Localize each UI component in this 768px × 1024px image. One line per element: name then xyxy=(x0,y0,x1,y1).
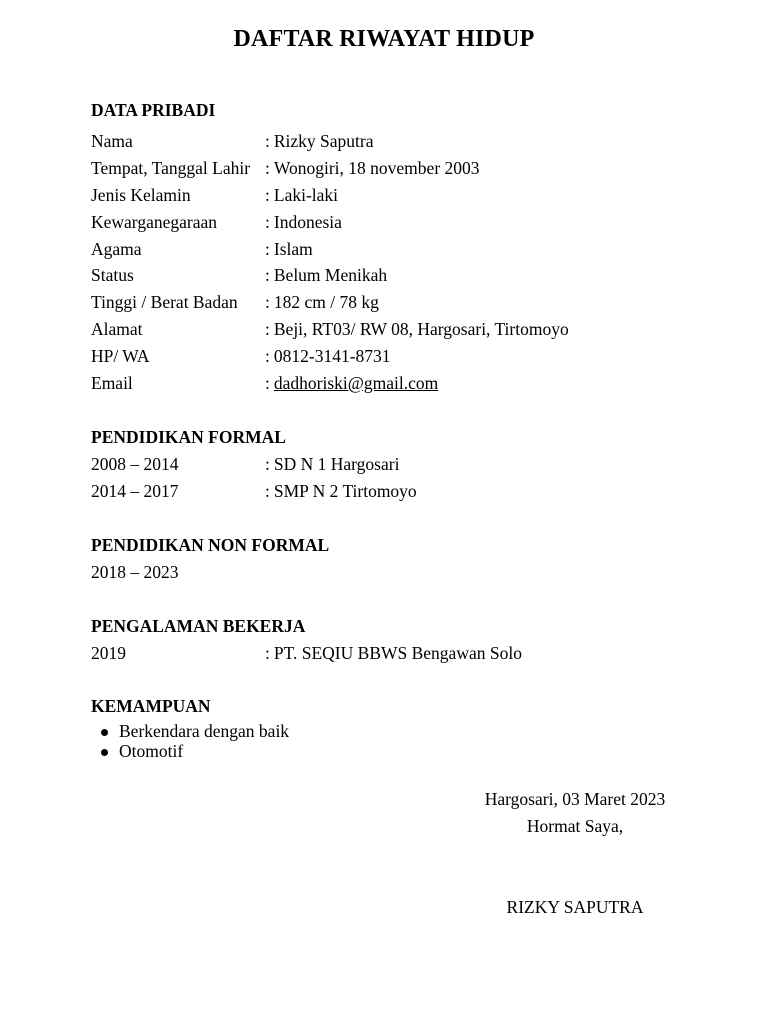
row-label: Agama xyxy=(91,239,142,259)
bullet-icon xyxy=(101,749,108,756)
row-label: Alamat xyxy=(91,319,143,339)
skill-text: Berkendara dengan baik xyxy=(119,721,290,741)
signature-closing: Hormat Saya, xyxy=(526,816,624,836)
row-label: Tempat, Tanggal Lahir xyxy=(91,158,251,178)
skill-text: Otomotif xyxy=(119,740,184,761)
info-row-nama xyxy=(91,131,711,153)
row-label: Status xyxy=(91,265,134,285)
section-heading-pendidikan-formal: PENDIDIKAN FORMAL xyxy=(91,427,286,447)
section-heading-pendidikan-non-formal: PENDIDIKAN NON FORMAL xyxy=(91,535,330,555)
signature-place-date: Hargosari, 03 Maret 2023 xyxy=(484,789,666,809)
row-value: : Wonogiri, 18 november 2003 xyxy=(265,158,480,178)
section-heading-pengalaman-bekerja: PENGALAMAN BEKERJA xyxy=(91,616,306,636)
non-formal-row xyxy=(91,562,711,584)
section-heading-kemampuan: KEMAMPUAN xyxy=(91,696,211,716)
row-label: 2019 xyxy=(91,643,126,663)
row-label: Email xyxy=(91,373,133,393)
info-row-tempat-tanggal-lahir xyxy=(91,158,711,180)
row-value: : SMP N 2 Tirtomoyo xyxy=(265,481,417,501)
row-value: : Islam xyxy=(265,239,313,259)
row-value: : Belum Menikah xyxy=(265,265,388,285)
info-row-tinggi-berat xyxy=(91,292,711,314)
row-value: : Beji, RT03/ RW 08, Hargosari, Tirtomoyo xyxy=(265,319,569,339)
experience-row xyxy=(91,643,711,665)
row-value: : 182 cm / 78 kg xyxy=(265,292,379,312)
row-label: Tinggi / Berat Badan xyxy=(91,292,238,312)
row-label: Nama xyxy=(91,131,133,151)
skills-list xyxy=(91,722,289,761)
row-value: : Indonesia xyxy=(265,212,342,232)
row-label: Jenis Kelamin xyxy=(91,185,191,205)
education-row xyxy=(91,454,711,476)
row-value: : PT. SEQIU BBWS Bengawan Solo xyxy=(265,643,522,663)
info-row-agama xyxy=(91,239,711,261)
info-row-kewarganegaraan xyxy=(91,212,711,234)
row-value: : Rizky Saputra xyxy=(265,131,374,151)
info-row-alamat xyxy=(91,319,711,341)
row-label: 2018 – 2023 xyxy=(91,562,179,582)
list-item xyxy=(91,722,289,742)
email-link[interactable]: dadhoriski@gmail.com xyxy=(273,373,439,393)
row-label: 2014 – 2017 xyxy=(91,481,179,501)
document-title: DAFTAR RIWAYAT HIDUP xyxy=(233,26,535,52)
row-label: Kewarganegaraan xyxy=(91,212,217,232)
row-label: HP/ WA xyxy=(91,346,150,366)
row-value: : Laki-laki xyxy=(265,185,339,205)
bullet-icon xyxy=(101,729,108,736)
row-value: : SD N 1 Hargosari xyxy=(265,454,400,474)
info-row-email xyxy=(91,373,711,395)
row-value: : 0812-3141-8731 xyxy=(265,346,391,366)
info-row-jenis-kelamin xyxy=(91,185,711,207)
row-value: : dadhoriski@gmail.com xyxy=(265,373,439,393)
row-label: 2008 – 2014 xyxy=(91,454,179,474)
list-item xyxy=(91,742,289,762)
education-row xyxy=(91,481,711,503)
signature-name: RIZKY SAPUTRA xyxy=(506,897,644,917)
section-heading-data-pribadi: DATA PRIBADI xyxy=(91,100,216,120)
info-row-hp-wa xyxy=(91,346,711,368)
info-row-status xyxy=(91,265,711,287)
